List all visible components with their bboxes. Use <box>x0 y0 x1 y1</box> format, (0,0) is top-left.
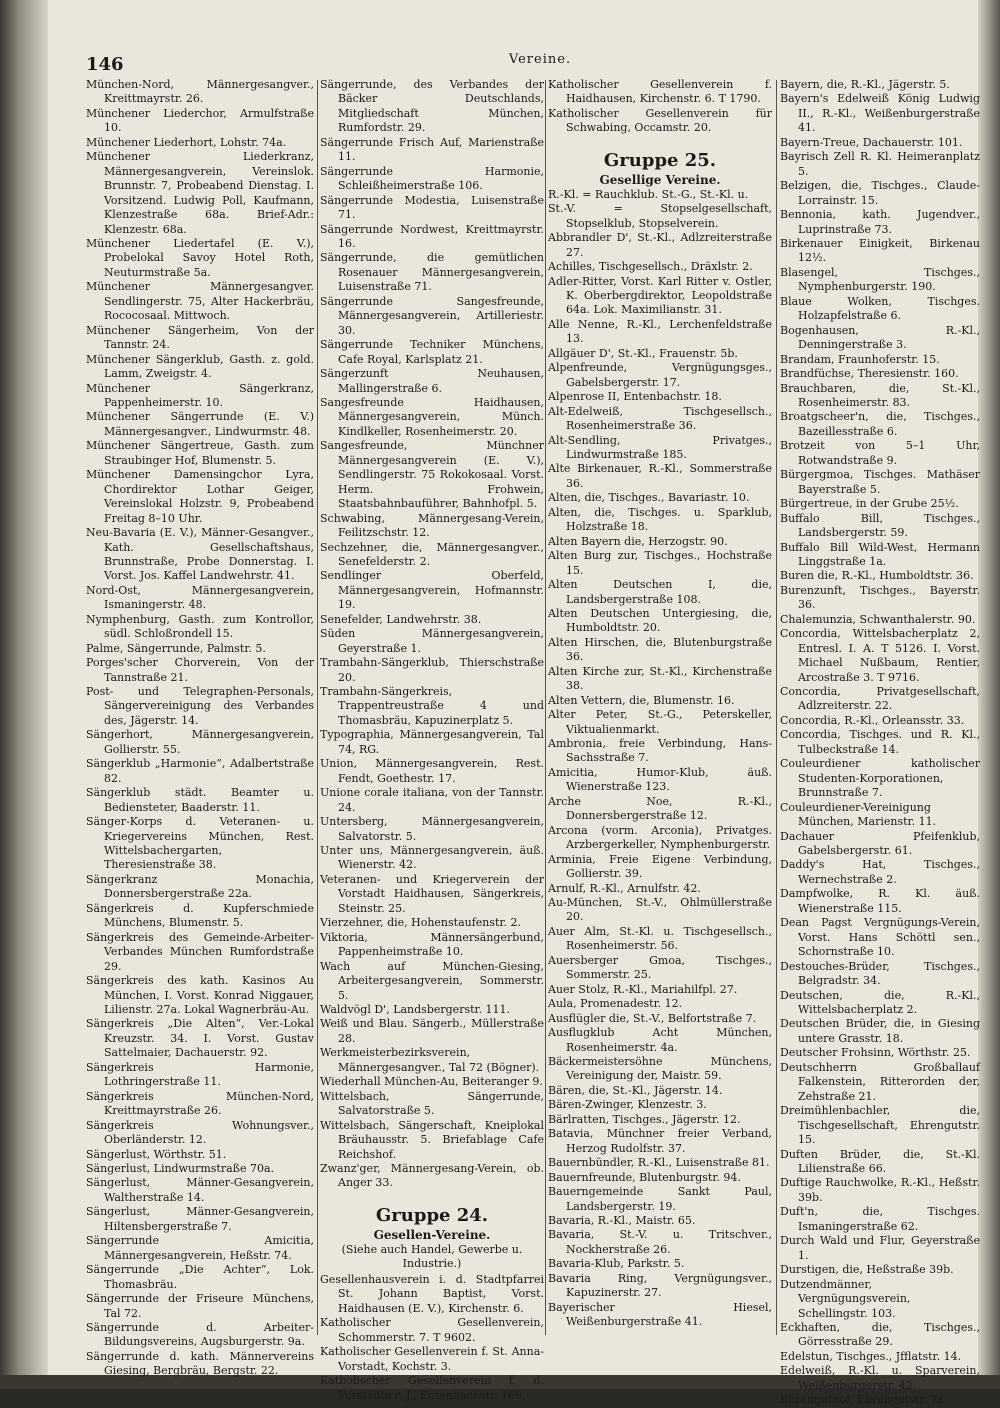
directory-entry: Zwanz'ger, Männergesang-Verein, ob. Anger 33. <box>320 1161 544 1190</box>
group-24-entries <box>320 1273 544 1403</box>
abbreviation-key <box>548 188 772 231</box>
directory-entry: Sängerrunde Harmonie, Schleißheimerstraße 106. <box>320 164 544 193</box>
directory-entry: Sängerkranz Monachia, Donnersbergerstraße 22a. <box>86 872 314 901</box>
directory-entry: Bäckermeistersöhne Münchens, Vereinigung der, Maistr. 59. <box>548 1055 772 1083</box>
directory-entry: Duften Brüder, die, St.-Kl. Lilienstraße 66. <box>780 1147 980 1175</box>
directory-entry: Sängerklub städt. Beamter u. Bediensteter, Baaderstr. 11. <box>86 786 314 814</box>
directory-entry: Union, Männergesangverein, Rest. Fendt, Goethestr. 17. <box>320 757 544 785</box>
directory-entry: Durch Wald und Flur, Geyerstraße 1. <box>780 1234 980 1262</box>
directory-entry: Sängerrunde „Die Achter“, Lok. Thomasbräu. <box>86 1263 314 1291</box>
directory-entry: Münchener Liederhort, Lohstr. 74a. <box>86 135 287 149</box>
directory-entry: Bayern, die, R.-Kl., Jägerstr. 5. <box>780 78 950 91</box>
directory-entry: Brotzeit von 5–1 Uhr, Rotwandstraße 9. <box>780 439 980 467</box>
directory-entry: Alter Peter, St.-G., Peterskeller, Viktualienmarkt. <box>548 708 772 736</box>
directory-entry: Katholischer Gesellenverein f. Haidhausen, Kirchenstr. 6. T 1790. <box>548 78 772 106</box>
directory-entry: Bavaria Ring, Vergnügungsver., Kapuzinerstr. 27. <box>548 1271 772 1300</box>
directory-entry: Alpenfreunde, Vergnügungsges., Gabelsbergerstr. 17. <box>548 361 772 389</box>
directory-entry: München-Nord, Männergesangver., Kreittmayrstr. 26. <box>86 78 314 106</box>
directory-entry: R.-Kl. = Rauchklub. St.-G., St.-Kl. u. <box>548 187 749 201</box>
directory-entry: Wach auf München-Giesing, Arbeitergesangverein, Sommerstr. 5. <box>320 959 544 1002</box>
directory-entry: Werkmeisterbezirksverein, Männergesangver., Tal 72 (Bögner). <box>320 1046 540 1074</box>
directory-entry: Sängerkreis des kath. Kasinos Au München, I. Vorst. Konrad Niggauer, Lilienstr. 27a. Lokal Wagnerbräu-Au. <box>86 974 314 1016</box>
column-4 <box>780 78 980 1408</box>
directory-entry: Arche Noe, R.-Kl., Donnersbergerstraße 12. <box>548 794 772 823</box>
directory-entry: Münchener Liederchor, Armulfstraße 10. <box>86 106 314 135</box>
directory-entry: Dampfwolke, R. Kl. äuß. Wienerstraße 115. <box>780 887 980 915</box>
directory-entry: Bavaria-Klub, Parkstr. 5. <box>548 1257 685 1271</box>
directory-entry: Destouches-Brüder, Tischges., Belgradstr. 34. <box>780 959 980 988</box>
directory-entry: Auer Stolz, R.-Kl., Mariahilfpl. 27. <box>548 982 738 996</box>
directory-entry: Birkenauer Einigkeit, Birkenau 12½. <box>780 236 980 265</box>
directory-entry: Sängerkreis Wohnungsver., Oberländerstr. 12. <box>86 1118 314 1147</box>
directory-entry: Bauernbündler, R.-Kl., Luisenstraße 81. <box>548 1156 770 1170</box>
directory-entry: Concordia, Privatgesellschaft, Adlzreiterstr. 22. <box>780 685 980 713</box>
directory-entry: Deutschherrn Großballauf Falkenstein, Ritterorden der, Zehstraße 21. <box>780 1060 980 1103</box>
column-rule <box>545 80 546 1335</box>
directory-entry: Sängerrunde, die gemütlichen Rosenauer Männergesangverein, Luisenstraße 71. <box>320 251 544 294</box>
directory-entry: Sängerlust, Männer-Gesangverein, Hiltensbergerstraße 7. <box>86 1205 314 1233</box>
directory-entry: Katholischer Gesellenverein f. St. Anna-Vorstadt, Kochstr. 3. <box>320 1345 544 1373</box>
directory-entry: Sechzehner, die, Männergesangver., Senefelderstr. 2. <box>320 540 544 568</box>
directory-entry: Achilles, Tischgesellsch., Dräxlstr. 2. <box>548 260 753 274</box>
directory-entry: Au-München, St.-V., Ohlmüllerstraße 20. <box>548 896 772 924</box>
directory-entry: Bogenhausen, R.-Kl., Denningerstraße 3. <box>780 323 980 352</box>
directory-entry: Ausflügler die, St.-V., Belfortstraße 7. <box>548 1011 757 1025</box>
directory-entry: Edelstun, Tischges., Jfflatstr. 14. <box>780 1349 962 1363</box>
directory-entry: Alte Birkenauer, R.-Kl., Sommerstraße 36. <box>548 462 772 490</box>
directory-entry: Duftige Rauchwolke, R.-Kl., Heßstr. 39b. <box>780 1176 980 1204</box>
directory-entry: Sängerrunde Sangesfreunde, Männergesangverein, Artilleriestr. 30. <box>320 294 544 337</box>
book-binding-edge <box>0 0 48 1389</box>
column-rule <box>317 80 318 1335</box>
directory-entry: Bayrisch Zell R. Kl. Heimeranplatz 5. <box>780 150 980 178</box>
directory-entry: Batavia, Münchner freier Verband, Herzog Rudolfstr. 37. <box>548 1127 772 1155</box>
directory-entry: Nord-Ost, Männergesangverein, Ismaningerstr. 48. <box>86 583 314 612</box>
directory-entry: Münchener Sängerkranz, Pappenheimerstr. 10. <box>86 381 314 409</box>
directory-entry: Sänger-Korps d. Veteranen- u. Kriegervereins München, Rest. Wittelsbachergarten, Theresienstraße 38. <box>86 815 314 872</box>
directory-entry: Münchener Männergesangver. Sendlingerstr. 75, Alter Hackerbräu, Rococosaal. Mittwoch. <box>86 280 314 323</box>
directory-entry: Gesellenhausverein i. d. Stadtpfarrei St. Johann Baptist, Vorst. Haidhausen (E. V.), Kirchenstr. 6. <box>320 1272 544 1315</box>
directory-entry: Schwabing, Männergesang-Verein, Feilitzschstr. 12. <box>320 511 544 540</box>
directory-entry: Amicitia, Humor-Klub, äuß. Wienerstraße 123. <box>548 765 772 794</box>
directory-entry: Süden Männergesangverein, Geyerstraße 1. <box>320 627 544 655</box>
directory-entry: Abbrandler D', St.-Kl., Adlzreiterstraße 27. <box>548 231 772 259</box>
directory-entry: Concordia, Tischges. und R. Kl., Tulbeckstraße 14. <box>780 728 980 756</box>
directory-entry: Trambahn-Sängerklub, Thierschstraße 20. <box>320 656 544 684</box>
group-24-note: (Siehe auch Handel, Gewerbe u. Industrie.) <box>341 1242 523 1270</box>
directory-entry: Wiederhall München-Au, Beiteranger 9. <box>320 1075 543 1089</box>
directory-entry: Sängerlust, Wörthstr. 51. <box>86 1147 227 1161</box>
column-3 <box>548 78 772 1330</box>
directory-entry: Brandam, Fraunhoferstr. 15. <box>780 352 940 366</box>
directory-entry: Palme, Sängerrunde, Palmstr. 5. <box>86 641 266 655</box>
directory-entry: Alten, die, Tischges. u. Sparklub, Holzstraße 18. <box>548 505 772 534</box>
directory-entry: Brandfüchse, Theresienstr. 160. <box>780 367 959 381</box>
directory-entry: Alten Kirche zur, St.-Kl., Kirchenstraße 38. <box>548 664 772 693</box>
directory-entry: Bavaria, R.-Kl., Maistr. 65. <box>548 1213 696 1227</box>
directory-entry: Bauernfreunde, Blutenburgstr. 94. <box>548 1170 741 1184</box>
directory-entry: Neu-Bavaria (E. V.), Männer-Gesangver., Kath. Gesellschaftshaus, Brunnstraße, Probe Donnerstag. I. Vorst. Jos. Kaffel Landwehrstr. 41. <box>86 526 314 583</box>
directory-entry: Katholischer Gesellenverein für Schwabing, Occamstr. 20. <box>548 106 772 135</box>
directory-entry: Untersberg, Männergesangverein, Salvatorstr. 5. <box>320 815 544 843</box>
column-3-top-entries <box>548 78 772 136</box>
directory-entry: Bauerngemeinde Sankt Paul, Landsbergerstr. 19. <box>548 1185 772 1213</box>
directory-entry: Concordia, Wittelsbacherplatz 2, Entresl. I. A. T 5126. I. Vorst. Michael Nußbaum, Rentier, Arcostraße 3. T 9716. <box>780 627 980 684</box>
directory-entry: Deutscher Frohsinn, Wörthstr. 25. <box>780 1046 971 1060</box>
directory-entry: Bären-Zwinger, Klenzestr. 3. <box>548 1098 707 1112</box>
directory-entry: Veteranen- und Kriegerverein der Vorstadt Haidhausen, Sängerkreis, Steinstr. 25. <box>320 872 544 915</box>
directory-entry: Arnulf, R.-Kl., Arnulfstr. 42. <box>548 881 701 895</box>
directory-entry: Unione corale italiana, von der Tannstr. 24. <box>320 786 544 814</box>
directory-entry: Wittelsbach, Sängerrunde, Salvatorstraße 5. <box>320 1089 544 1118</box>
directory-entry: Buren die, R.-Kl., Humboldtstr. 36. <box>780 569 974 583</box>
directory-entry: Bennonia, kath. Jugendver., Luprinstraße 73. <box>780 208 980 236</box>
directory-entry: Münchener Sängertreue, Gasth. zum Straubinger Hof, Blumenstr. 5. <box>86 439 314 467</box>
directory-entry: Münchener Sängerheim, Von der Tannstr. 24. <box>86 323 314 352</box>
page-number: 146 <box>86 54 124 75</box>
directory-entry: Couleurdiener-Vereinigung München, Marienstr. 11. <box>780 800 937 829</box>
directory-entry: Sängerrunde Techniker Münchens, Cafe Royal, Karlsplatz 21. <box>320 338 544 366</box>
directory-entry: Münchener Liederkranz, Männergesangverein, Vereinslok. Brunnstr. 7, Probeabend Dienstag. I. Vorsitzend. Ludwig Poll, Kaufmann, Klenzestraße 68a. Brief-Adr.: Klenzestr. 68a. <box>86 150 314 236</box>
directory-entry: Bayern's Edelweiß König Ludwig II., R.-Kl., Weißenburgerstraße 41. <box>780 92 980 135</box>
directory-entry: Bayern-Treue, Dachauerstr. 101. <box>780 135 963 149</box>
directory-entry: Sängerkreis „Die Alten“, Ver.-Lokal Kreuzstr. 34. I. Vorst. Gustav Sattelmaier, Dachauerstr. 92. <box>86 1017 314 1060</box>
directory-entry: Burenzunft, Tischges., Bayerstr. 36. <box>780 583 980 612</box>
directory-entry: Ehrenguthof, Ehrengutstr. 7a. <box>780 1393 948 1407</box>
directory-entry: Sangesfreunde, Münchner Männergesangverein (E. V.), Sendlingerstr. 75 Rokokosaal. Vorst. Herm. Frohwein, Staatsbahnbauführer, Bahnhofpl. 5. <box>320 439 544 511</box>
directory-entry: Sängerrunde Frisch Auf, Marienstraße 11. <box>320 135 544 164</box>
page-edge-right <box>978 0 1000 1389</box>
directory-entry: Arcona (vorm. Arconia), Privatges. Arzbergerkeller, Nymphenburgerstr. <box>548 823 772 852</box>
directory-entry: Alle Nenne, R.-Kl., Lerchenfeldstraße 13. <box>548 317 772 346</box>
directory-entry: Sängerkreis d. Kupferschmiede Münchens, Blumenstr. 5. <box>86 901 314 930</box>
directory-entry: Sängerklub „Harmonie“, Adalbertstraße 82. <box>86 757 314 785</box>
directory-entry: Unter uns, Männergesangverein, äuß. Wienerstr. 42. <box>320 844 544 872</box>
directory-entry: Deutschen, die, R.-Kl., Wittelsbacherplatz 2. <box>780 988 980 1016</box>
directory-entry: Alten Burg zur, Tischges., Hochstraße 15. <box>548 549 772 577</box>
directory-entry: Alten Vettern, die, Blumenstr. 16. <box>548 693 735 707</box>
directory-entry: Durstigen, die, Heßstraße 39b. <box>780 1263 954 1277</box>
directory-entry: Ausflugklub Acht München, Rosenheimerstr. 4a. <box>548 1026 772 1054</box>
directory-entry: Nymphenburg, Gasth. zum Kontrollor, südl. Schloßrondell 15. <box>86 612 314 641</box>
directory-entry: Vierzehner, die, Hohenstaufenstr. 2. <box>320 916 521 930</box>
group-24-heading: Gruppe 24. <box>375 1204 489 1226</box>
directory-entry: Sangesfreunde Haidhausen, Männergesangverein, Münch. Kindlkeller, Rosenheimerstr. 20. <box>320 395 544 438</box>
group-24-subtitle: Gesellen-Vereine. <box>373 1227 491 1242</box>
directory-entry: Typographia, Männergesangverein, Tal 74, RG. <box>320 728 544 756</box>
directory-entry: Wittelsbach, Sängerschaft, Kneiplokal Bräuhausstr. 5. Briefablage Cafe Reichshof. <box>320 1118 544 1161</box>
directory-entry: Deutschen Brüder, die, in Giesing untere Grasstr. 18. <box>780 1017 980 1045</box>
directory-entry: Alten Deutschen I, die, Landsbergerstraße 108. <box>548 578 772 606</box>
directory-entry: Sängerzunft Neuhausen, Mallingerstraße 6. <box>320 367 544 395</box>
directory-entry: St.-V. = Stopselgesellschaft, Stopselklub, Stopselverein. <box>548 202 772 230</box>
directory-entry: Alten Bayern die, Herzogstr. 90. <box>548 534 728 548</box>
directory-entry: Alpenrose II, Entenbachstr. 18. <box>548 390 722 404</box>
running-title <box>0 52 1000 67</box>
column-2-entries <box>320 78 544 1191</box>
column-rule <box>776 80 777 1335</box>
group-25-heading: Gruppe 25. <box>603 149 717 171</box>
directory-entry: Katholischer Gesellenverein f. d. Vorstädte r. J., Entenbachstr. 169. <box>320 1374 544 1402</box>
directory-entry: Auer Alm, St.-Kl. u. Tischgesellsch., Rosenheimerstr. 56. <box>548 924 772 953</box>
directory-entry: Bayerischer Hiesel, Weißenburgerstraße 41. <box>548 1300 772 1329</box>
column-1 <box>86 78 314 1379</box>
directory-entry: Eckhaften, die, Tischges., Görresstraße 29. <box>780 1320 980 1349</box>
directory-entry: Dean Pagst Vergnügungs-Verein, Vorst. Hans Schöttl sen., Schornstraße 10. <box>780 916 980 959</box>
directory-entry: Sängerkreis München-Nord, Kreittmayrstraße 26. <box>86 1089 314 1118</box>
directory-entry: Münchener Liedertafel (E. V.), Probelokal Savoy Hotel Roth, Neuturmstraße 5a. <box>86 236 314 279</box>
directory-entry: Katholischer Gesellenverein, Schommerstr. 7. T 9602. <box>320 1316 544 1344</box>
directory-entry: Blasengel, Tischges., Nymphenburgerstr. 190. <box>780 265 980 294</box>
directory-entry: Münchener Sängerklub, Gasth. z. gold. Lamm, Zweigstr. 4. <box>86 352 314 381</box>
directory-entry: Alten Hirschen, die, Blutenburgstraße 36. <box>548 635 772 664</box>
running-title-text: Vereine. <box>508 52 572 67</box>
directory-entry: Sängerlust, Männer-Gesangverein, Waltherstraße 14. <box>86 1176 314 1204</box>
directory-entry: Sendlinger Oberfeld, Männergesangverein, Hofmannstr. 19. <box>320 569 544 612</box>
directory-entry: Alt-Sendling, Privatges., Lindwurmstraße 185. <box>548 433 772 461</box>
directory-entry: Sängerrunde, des Verbandes der Bäcker Deutschlands, Mitgliedschaft München, Rumfordstr. 29. <box>320 78 544 135</box>
directory-entry: Adler-Ritter, Vorst. Karl Ritter v. Ostler, K. Oberbergdirektor, Leopoldstraße 64a. Lok. Maximilianstr. 31. <box>548 274 772 317</box>
directory-entry: Ambronia, freie Verbindung, Hans-Sachsstraße 7. <box>548 737 772 765</box>
directory-entry: Sängerrunde Modestia, Luisenstraße 71. <box>320 193 544 222</box>
directory-entry: Dutzendmänner, Vergnügungsverein, Schellingstr. 103. <box>780 1277 911 1320</box>
directory-entry: Sängerrunde d. kath. Männervereins Giesing, Bergbräu, Bergstr. 22. <box>86 1349 314 1378</box>
directory-entry: Edelweiß, R.-Kl. u. Sparverein, Weißenburgerstr. 42. <box>780 1364 980 1392</box>
directory-entry: Münchener Sängerrunde (E. V.) Männergesangver., Lindwurmstr. 48. <box>86 410 314 438</box>
column-3-entries <box>548 231 772 1329</box>
directory-entry: Auersberger Gmoa, Tischges., Sommerstr. 25. <box>548 953 772 982</box>
directory-entry: Duft'n, die, Tischges. Ismaningerstraße 62. <box>780 1205 980 1233</box>
directory-entry: Trambahn-Sängerkreis, Trappentreustraße 4 und Thomasbräu, Kapuzinerplatz 5. <box>320 685 544 727</box>
directory-entry: Sängerkreis Harmonie, Lothringerstraße 11. <box>86 1060 314 1089</box>
directory-entry: Broatgscheer'n, die, Tischges., Bazeillesstraße 6. <box>780 410 980 438</box>
directory-entry: Dreimühlenbachler, die, Tischgesellschaft, Ehrengutstr. 15. <box>780 1104 980 1147</box>
directory-entry: Sängerhort, Männergesangverein, Gollierstr. 55. <box>86 728 314 756</box>
directory-entry: Bären, die, St.-Kl., Jägerstr. 14. <box>548 1083 723 1097</box>
directory-entry: Sängerrunde der Friseure Münchens, Tal 72. <box>86 1292 314 1320</box>
directory-entry: Alten Deutschen Untergiesing, die, Humboldtstr. 20. <box>548 606 772 635</box>
directory-entry: Dachauer Pfeifenklub, Gabelsbergerstr. 61. <box>780 829 980 858</box>
group-25-subtitle: Gesellige Vereine. <box>599 172 721 187</box>
directory-entry: Alten, die, Tischges., Bavariastr. 10. <box>548 491 750 505</box>
directory-entry: Sängerrunde Nordwest, Kreittmayrstr. 16. <box>320 222 544 250</box>
directory-entry: Sängerrunde d. Arbeiter-Bildungsvereins, Augsburgerstr. 9a. <box>86 1320 314 1349</box>
directory-entry: Senefelder, Landwehrstr. 38. <box>320 612 482 626</box>
directory-entry: Post- und Telegraphen-Personals, Sängervereinigung des Verbandes des, Jägerstr. 14. <box>86 685 314 727</box>
directory-entry: Münchener Damensingchor Lyra, Chordirektor Lothar Geiger, Vereinslokal Holzstr. 9, Probeabend Freitag 8–10 Uhr. <box>86 468 314 525</box>
directory-entry: Sängerlust, Lindwurmstraße 70a. <box>86 1161 275 1175</box>
directory-entry: Buffalo Bill Wild-West, Hermann Linggstraße 1a. <box>780 540 980 568</box>
directory-entry: Chalemunzia, Schwanthalerstr. 90. <box>780 612 976 626</box>
directory-entry: Viktoria, Männersängerbund, Pappenheimstraße 10. <box>320 930 544 959</box>
directory-entry: Bavaria, St.-V. u. Tritschver., Nockherstraße 26. <box>548 1228 772 1256</box>
directory-entry: Buffalo Bill, Tischges., Landsbergerstr. 59. <box>780 511 980 540</box>
directory-entry: Belzigen, die, Tischges., Claude-Lorrainstr. 15. <box>780 179 980 207</box>
directory-entry: Aula, Promenadestr. 12. <box>548 997 683 1011</box>
directory-entry: Waldvögl D', Landsbergerstr. 111. <box>320 1003 511 1016</box>
directory-entry: Alt-Edelweiß, Tischgesellsch., Rosenheimerstraße 36. <box>548 404 772 433</box>
directory-entry: Weiß und Blau. Sängerb., Müllerstraße 28. <box>320 1017 544 1045</box>
directory-entry: Porges'scher Chorverein, Von der Tannstraße 21. <box>86 656 314 684</box>
column-2 <box>320 78 544 1403</box>
directory-entry: Daddy's Hat, Tischges., Wernechstraße 2. <box>780 858 980 886</box>
directory-entry: Bärlratten, Tischges., Jägerstr. 12. <box>548 1112 741 1126</box>
directory-entry: Arminia, Freie Eigene Verbindung, Gollierstr. 39. <box>548 852 772 881</box>
directory-entry: Bürgergmoa, Tischges. Mathäser Bayerstraße 5. <box>780 468 980 496</box>
directory-entry: Couleurdiener katholischer Studenten-Korporationen, Brunnstraße 7. <box>780 757 980 800</box>
directory-entry: Brauchbaren, die, St.-Kl., Rosenheimerstr. 83. <box>780 381 980 409</box>
directory-entry: Blaue Wolken, Tischges. Holzapfelstraße 6. <box>780 294 980 323</box>
directory-entry: Sängerkreis des Gemeinde-Arbeiter-Verbandes München Rumfordstraße 29. <box>86 930 314 973</box>
directory-entry: Concordia, R.-Kl., Orleansstr. 33. <box>780 713 965 727</box>
directory-entry: Bürgertreue, in der Grube 25½. <box>780 497 959 511</box>
directory-entry: Sängerrunde Amicitia, Männergesangverein, Heßstr. 74. <box>86 1234 314 1262</box>
directory-entry: Allgäuer D', St.-Kl., Frauenstr. 5b. <box>548 346 738 360</box>
